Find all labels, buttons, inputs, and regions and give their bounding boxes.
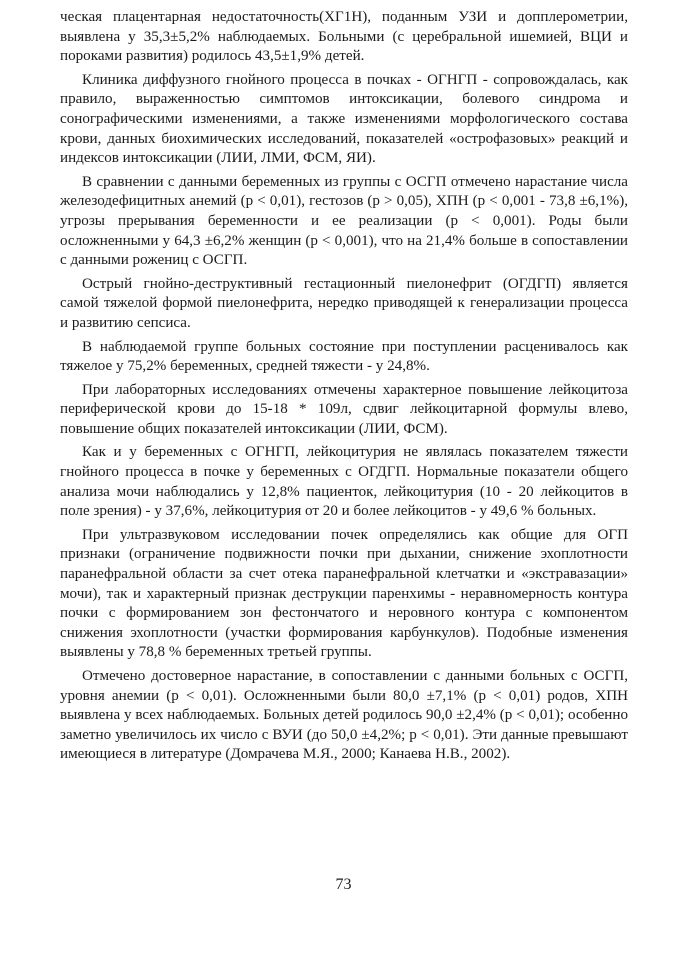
paragraph-9: Отмечено достоверное нарастание, в сопоставлении с данными больных с ОСГП, уровня анемии (р < 0,01). Осложненными были 80,0 ±7,1% (р < 0,01) родов, ХПН выявлена у всех наблюдаемых. Больных детей родилось 90,0 ±2,4% (р < 0,01); особенно заметно увеличилось их число с ВУИ (до 50,0 ±4,2%; р < 0,01). Эти данные превышают имеющиеся в литературе (Домрачева М.Я., 2000; Канаева Н.В., 2002). <box>60 668 628 763</box>
paragraph-4: Острый гнойно-деструктивный гестационный пиелонефрит (ОГДГП) является самой тяжелой формой пиелонефрита, нередко приводящей к генерализации процесса и развитию сепсиса. <box>60 275 628 331</box>
paragraph-7: Как и у беременных с ОГНГП, лейкоцитурия не являлась показателем тяжести гнойного процесса в почке у беременных с ОГДГП. Нормальные показатели общего анализа мочи наблюдались у 12,8% пациенток, лейкоцитурия (10 - 20 лейкоцитов в поле зрения) - у 37,6%, лейкоцитурия от 20 и более лейкоцитов - у 49,6 % больных. <box>60 444 628 520</box>
paragraph-3: В сравнении с данными беременных из группы с ОСГП отмечено нарастание числа железодефицитных анемий (р < 0,01), гестозов (р > 0,05), ХПН (р < 0,001 - 73,8 ±6,1%), угрозы прерывания беременности и ее реализации (р < 0,001). Роды были осложненными у 64,3 ±6,2% женщин (р < 0,001), что на 21,4% больше в сопоставлении с данными рожениц с ОСГП. <box>60 173 628 269</box>
paragraph-2: Клиника диффузного гнойного процесса в почках - ОГНГП - сопровождалась, как правило, выраженностью симптомов интоксикации, болевого синдрома и сонографическими изменениями, а также изменениями морфологического состава крови, данных биохимических исследований, показателей «острофазовых» реакций и индексов интоксикации (ЛИИ, ЛМИ, ФСМ, ЯИ). <box>60 71 628 167</box>
paragraph-5: В наблюдаемой группе больных состояние при поступлении расценивалось как тяжелое у 75,2% беременных, средней тяжести - у 24,8%. <box>60 338 628 375</box>
paragraph-8: При ультразвуковом исследовании почек определялись как общие для ОГП признаки (ограничение подвижности почки при дыхании, снижение эхоплотности паранефральной области за счет отека паранефральной клетчатки и «экстравазации» мочи), так и характерный признак деструкции паренхимы - неравномерность контура почки с формированием зон фестончатого и неровного контура с компонентом снижения эхоплотности (участки формирования карбункулов). Подобные изменения выявлены у 78,8 % беременных третьей группы. <box>60 526 628 661</box>
page-number: 73 <box>335 876 352 893</box>
paragraph-1: ческая плацентарная недостаточность(ХГ1Н), поданным УЗИ и допплерометрии, выявлена у 35,3±5,2% наблюдаемых. Больными (с церебральной ишемией, ВЦИ и пороками развития) родилось 43,5±1,9% детей. <box>60 9 628 65</box>
page-body <box>60 8 628 769</box>
paragraph-6: При лабораторных исследованиях отмечены характерное повышение лейкоцитоза периферической крови до 15-18 * 109л, сдвиг лейкоцитарной формулы влево, повышение общих показателей интоксикации (ЛИИ, ФСМ). <box>60 381 628 437</box>
